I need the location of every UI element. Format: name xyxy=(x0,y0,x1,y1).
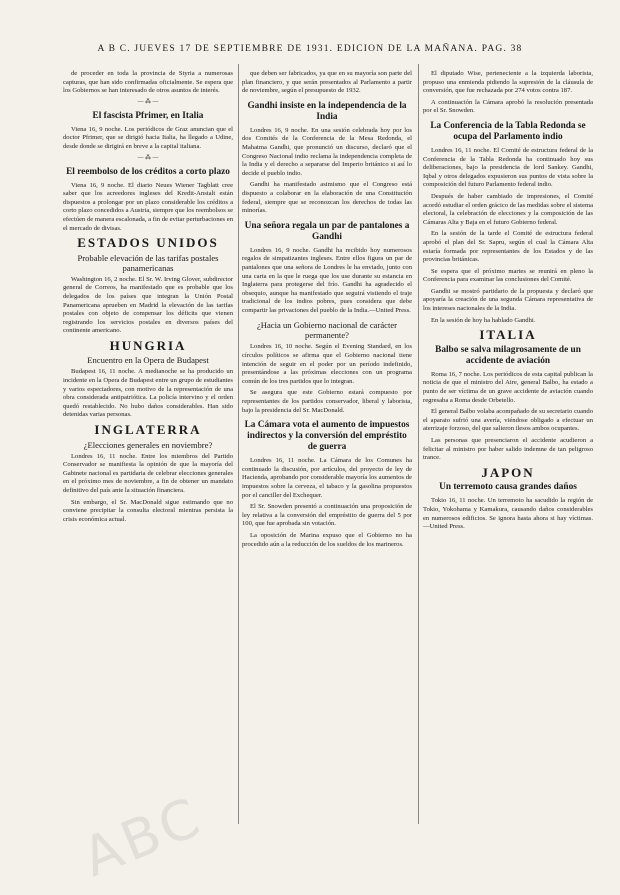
headline-opera: Encuentro en la Opera de Budapest xyxy=(87,355,209,366)
article-text: Viena 16, 9 noche. Los periódicos de Graz anuncian que el doctor Pfrimer, que se dirigió hacia Italia, ha llegado a Udine, desde donde se dirigirá en breve a la capital italiana. xyxy=(63,125,233,150)
divider: — ⁂ — xyxy=(137,154,159,161)
article-text: El general Balbo volaba acompañado de su secretario cuando el aparato sufrió una avería, viéndose obligado a efectuar un aterrizaje forzoso, del que salieron ilesos ambos ocupantes. xyxy=(423,408,593,433)
headline-tarifas: Probable elevación de las tarifas postales panamericanas xyxy=(77,252,219,273)
headline-creditos: El reembolso de los créditos a corto plazo xyxy=(66,166,230,177)
article-text: de proceder en toda la provincia de Styria a numerosas capturas, que han sido confirmadas oficialmente. Se espera que los Gobiernos se han interesado de otros asuntos de interés. xyxy=(63,70,233,95)
article-text: El diputado Wise, perteneciente a la izquierda laborista, propuso una enmienda pidiendo la supresión de la cláusula de conversión, que fue rechazada por 274 votos contra 187. xyxy=(423,70,593,95)
article-text: La oposición de Marina expuso que el Gobierno no ha procedido aún a la reducción de los sueldos de los marineros. xyxy=(242,531,412,548)
article-text: Tokio 16, 11 noche. Un terremoto ha sacudido la región de Tokio, Yokohama y Kamakura, causando daños considerables en numerosos edificios. Se ignora hasta ahora si hay víctimas.—United Press. xyxy=(423,497,593,531)
headline-balbo: Balbo se salva milagrosamente de un accidente de aviación xyxy=(435,344,581,366)
section-hungria: HUNGRIA xyxy=(109,337,187,353)
divider: — ⁂ — xyxy=(137,98,159,105)
headline-camara: La Cámara vota el aumento de impuestos indirectos y la conversión del empréstito de guerra xyxy=(244,420,410,453)
article-text: Gandhi se mostró partidario de la propuesta y declaró que apoyaría la creación de una segunda Cámara representativa de los intereses nacionales de la India. xyxy=(423,287,593,313)
section-eeuu: ESTADOS UNIDOS xyxy=(77,235,219,251)
page-header: A B C. JUEVES 17 DE SEPTIEMBRE DE 1931. EDICION DE LA MAÑANA. PAG. 38 xyxy=(97,44,523,54)
headline-fascista: El fascista Pfrimer, en Italia xyxy=(92,110,204,121)
section-japon: JAPON xyxy=(481,464,535,480)
article-text: Viena 16, 9 noche. El diario Neues Wiener Tagblatt cree saber que los acreedores ingleses del Kredit-Anstalt están dispuestos a prolongar por un plazo considerable los créditos a corto plazo concedidos a Austria, siempre que los reembolsos se efectúen de manera escalonada, a fin de evitar perturbaciones en el mercado de divisas. xyxy=(63,181,233,232)
article-text: Londres 16, 9 noche. Gandhi ha recibido hoy numerosos regalos de simpatizantes ingleses. Entre ellos figura un par de pantalones que una señora de Londres le ha enviado, junto con una carta en la que le ruega que los use durante su estancia en Inglaterra para protegerse del frío. Gandhi ha agradecido el obsequio, aunque ha manifestado que seguirá vistiendo el traje tradicional de los indios pobres, pues considera que debe compartir las privaciones del pueblo de la India.—United Press. xyxy=(242,246,412,314)
article-text: Londres 16, 11 noche. La Cámara de los Comunes ha continuado la discusión, por artículos, del proyecto de ley de Hacienda, aprobando por considerable mayoría los aumentos de impuestos sobre la cerveza, el tabaco y la gasolina propuestos por el canciller del Exchequer. xyxy=(242,457,412,499)
article-text: Después de haber cambiado de impresiones, el Comité acordó estudiar el orden grácico de las medidas sobre el sistema electoral, la celebración de elecciones y la composición de las Cámaras Alta y Baja en el futuro Gobierno federal. xyxy=(423,192,593,226)
headline-senora: Una señora regala un par de pantalones a Gandhi xyxy=(244,220,410,242)
article-text: Gandhi ha manifestado asimismo que el Congreso está dispuesto a colaborar en la elaboración de una Constitución federal, siempre que se reconozcan los derechos de todas las minorías. xyxy=(242,181,412,215)
article-text: Washington 16, 2 noche. El Sr. W. Irving Glover, subdirector general de Correos, ha manifestado que es probable que los delegados de los países que integran la Unión Postal Panamericana aprueben en Madrid la elevación de las tarifas postales con objeto de compensar los déficits que vienen registrando los servicios postales en diversos países del continente americano. xyxy=(63,275,233,335)
article-text: El Sr. Snowden presentó a continuación una proposición de ley relativa a la conversión del empréstito de guerra del 5 por 100, que fue aprobada sin votación. xyxy=(242,503,412,528)
section-italia: ITALIA xyxy=(479,327,537,343)
headline-gobierno: ¿Hacia un Gobierno nacional de carácter permanente? xyxy=(256,320,398,341)
column-rule xyxy=(418,64,419,824)
article-text: Budapest 16, 11 noche. A medianoche se ha producido un incidente en la Opera de Budapest entre un grupo de estudiantes y varios espectadores, con motivo de la representación de una obra considerada antipatriótica. La policía intervino y el orden quedó restablecido. No hubo daños considerables. Han sido detenidas varias personas. xyxy=(63,368,233,419)
article-text: Se espera que el próximo martes se reunirá en pleno la Conferencia para examinar las conclusiones del Comité. xyxy=(423,267,593,284)
article-text: En la sesión de hoy ha hablado Gandhi. xyxy=(431,316,536,324)
article-text: Londres 16, 11 noche. Entre los miembros del Partido Conservador se manifiesta la opinión de que la mayoría del Gabinete nacional es partidaria de celebrar elecciones generales en el próximo mes de noviembre, a fin de obtener un mandato definitivo del país ante la situación financiera. xyxy=(63,452,233,494)
article-text: Roma 16, 7 noche. Los periódicos de esta capital publican la noticia de que el ministro del Aire, general Balbo, ha estado a punto de ser víctima de un grave accidente de aviación cuando regresaba a Roma desde Orbetello. xyxy=(423,370,593,404)
article-text: A continuación la Cámara aprobó la resolución presentada por el Sr. Snowden. xyxy=(423,98,593,115)
article-text: Londres 16, 11 noche. El Comité de estructura federal de la Conferencia de la Tabla Redonda ha continuado hoy sus deliberaciones, bajo la presidencia de lord Sankey. Gandhi, Iqbal y otros delegados expusieron sus puntos de vista sobre la composición del futuro Parlamento federal indio. xyxy=(423,146,593,189)
article-text: Londres 16, 9 noche. En una sesión celebrada hoy por los dos Comités de la Conferencia de la Mesa Redonda, el Mahatma Gandhi, que pronunció un discurso, declaró que el Congreso Nacional indio reclama la independencia completa de la India y el derecho a separarse del Imperio británico si así lo decide el pueblo indio. xyxy=(242,126,412,177)
column-3 xyxy=(423,70,593,535)
headline-tabla: La Conferencia de la Tabla Redonda se ocupa del Parlamento indio xyxy=(430,120,586,142)
column-2 xyxy=(242,70,412,552)
article-text: Las personas que presenciaron el accidente acudieron a felicitar al ministro por haber salido indemne de tan peligroso trance. xyxy=(423,437,593,462)
headline-gandhi: Gandhi insiste en la independencia de la India xyxy=(247,100,407,122)
section-inglaterra: INGLATERRA xyxy=(94,422,202,438)
article-text: Londres 16, 10 noche. Según el Evening Standard, en los círculos políticos se afirma que el Gobierno nacional tiene intención de seguir en el poder por un período indefinido, presentándose a las próximas elecciones con un programa común de los tres partidos que lo integran. xyxy=(242,343,412,385)
headline-elecciones: ¿Elecciones generales en noviembre? xyxy=(83,439,213,450)
article-text: En la sesión de la tarde el Comité de estructura federal aprobó el plan del Sr. Sapru, según el cual la Cámara Alta estaría formada por representantes de los Estados y de las provincias británicas. xyxy=(423,230,593,264)
column-1 xyxy=(63,70,233,527)
column-rule xyxy=(238,64,239,824)
article-text: Se asegura que este Gobierno estará compuesto por representantes de los partidos conservador, liberal y laborista, bajo la presidencia del Sr. MacDonald. xyxy=(242,389,412,414)
article-text: que deben ser fabricados, ya que en su mayoría son parte del plan financiero, y que serán presentados al Parlamento a partir de noviembre, según el presupuesto de 1932. xyxy=(242,70,412,95)
article-text: Sin embargo, el Sr. MacDonald sigue estimando que no conviene precipitar la consulta electoral mientras persista la crisis económica actual. xyxy=(63,498,233,523)
headline-terremoto: Un terremoto causa grandes daños xyxy=(439,482,577,493)
archive-watermark: ABC xyxy=(74,784,212,889)
